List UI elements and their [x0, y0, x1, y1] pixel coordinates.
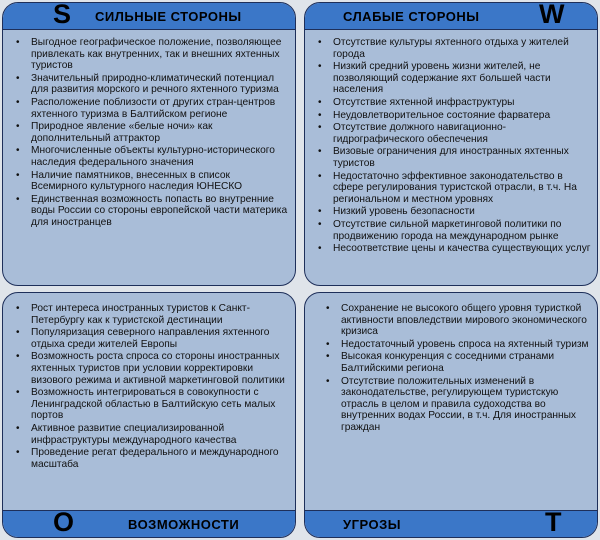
threats-title: УГРОЗЫ — [343, 517, 401, 532]
weaknesses-panel — [304, 2, 598, 286]
list-item: • Рост интереса иностранных туристов к Санкт-Петербургу как к туристской дестинации — [31, 303, 289, 326]
list-item: • Возможность интегрироваться в совокупности с Ленинградской областью в Балтийскую сеть малых портов — [31, 387, 289, 422]
opportunities-list — [3, 303, 295, 471]
list-item: • Значительный природно-климатический потенциал для развития морского и речного яхтенного туризма — [31, 73, 289, 96]
list-item: • Многочисленные объекты культурно-исторического наследия федерального значения — [31, 145, 289, 168]
list-item: • Сохранение не высокого общего уровня туристкой активности вповледствии мирового экономического кризиса — [341, 303, 591, 338]
weaknesses-header — [305, 3, 597, 30]
list-item: • Несоответствие цены и качества существующих услуг — [333, 243, 591, 255]
threats-letter: T — [545, 507, 562, 537]
strengths-header — [3, 3, 295, 30]
weaknesses-title: СЛАБЫЕ СТОРОНЫ — [343, 9, 480, 24]
list-item: • Низкий уровень безопасности — [333, 206, 591, 218]
list-item: • Недостаточно эффективное законодательство в сфере регулирования туристской отрасли, в т.ч. На региональном и местном уровнях — [333, 171, 591, 206]
threats-header — [305, 507, 597, 537]
strengths-list — [3, 37, 295, 230]
threats-list — [305, 303, 597, 435]
list-item: • Возможность роста спроса со стороны иностранных яхтенных туристов при условии корректировки визового режима и активной маркетинговой политики — [31, 351, 289, 386]
threats-panel — [304, 292, 598, 538]
list-item: • Природное явление «белые ночи» как дополнительный аттрактор — [31, 121, 289, 144]
list-item: • Отсутствие должного навигационно-гидрографического обеспечения — [333, 122, 591, 145]
weaknesses-list — [305, 37, 597, 256]
opportunities-panel — [2, 292, 296, 538]
list-item: • Выгодное географическое положение, позволяющее привлекать как внутренних, так и внешних яхтенных туристов — [31, 37, 289, 72]
list-item: • Недостаточный уровень спроса на яхтенный туризм — [341, 339, 591, 351]
list-item: • Отсутствие яхтенной инфраструктуры — [333, 97, 591, 109]
weaknesses-letter: W — [539, 2, 565, 29]
list-item: • Проведение регат федерального и международного масштаба — [31, 447, 289, 470]
list-item: • Активное развитие специализированной инфраструктуры международного качества — [31, 423, 289, 446]
strengths-panel — [2, 2, 296, 286]
list-item: • Наличие памятников, внесенных в список Всемирного культурного наследия ЮНЕСКО — [31, 170, 289, 193]
list-item: • Высокая конкуренция с соседними странами Балтийскими региона — [341, 351, 591, 374]
list-item: • Неудовлетворительное состояние фарватера — [333, 110, 591, 122]
list-item: • Отсутствие сильной маркетинговой политики по продвижению города на международном рынке — [333, 219, 591, 242]
opportunities-header — [3, 507, 295, 537]
list-item: • Низкий средний уровень жизни жителей, не позволяющий содержание яхт большей части населения — [333, 61, 591, 96]
list-item: • Расположение поблизости от других стран-центров яхтенного туризма в Балтийском регионе — [31, 97, 289, 120]
list-item: • Отсутствие положительных изменений в законодательстве, регулирующем туристскую отрасль в целом и правила судоходства во внутренних водах России, в т.ч. Для иностранных граждан — [341, 376, 591, 434]
strengths-letter: S — [53, 2, 72, 29]
opportunities-title: ВОЗМОЖНОСТИ — [128, 517, 240, 532]
opportunities-letter: O — [53, 507, 75, 537]
list-item: • Визовые ограничения для иностранных яхтенных туристов — [333, 146, 591, 169]
strengths-title: СИЛЬНЫЕ СТОРОНЫ — [95, 9, 242, 24]
list-item: • Популяризация северного направления яхтенного отдыха среди жителей Европы — [31, 327, 289, 350]
list-item: • Отсутствие культуры яхтенного отдыха у жителей города — [333, 37, 591, 60]
list-item: • Единственная возможность попасть во внутренние воды России со стороны европейской части материка для иностранцев — [31, 194, 289, 229]
